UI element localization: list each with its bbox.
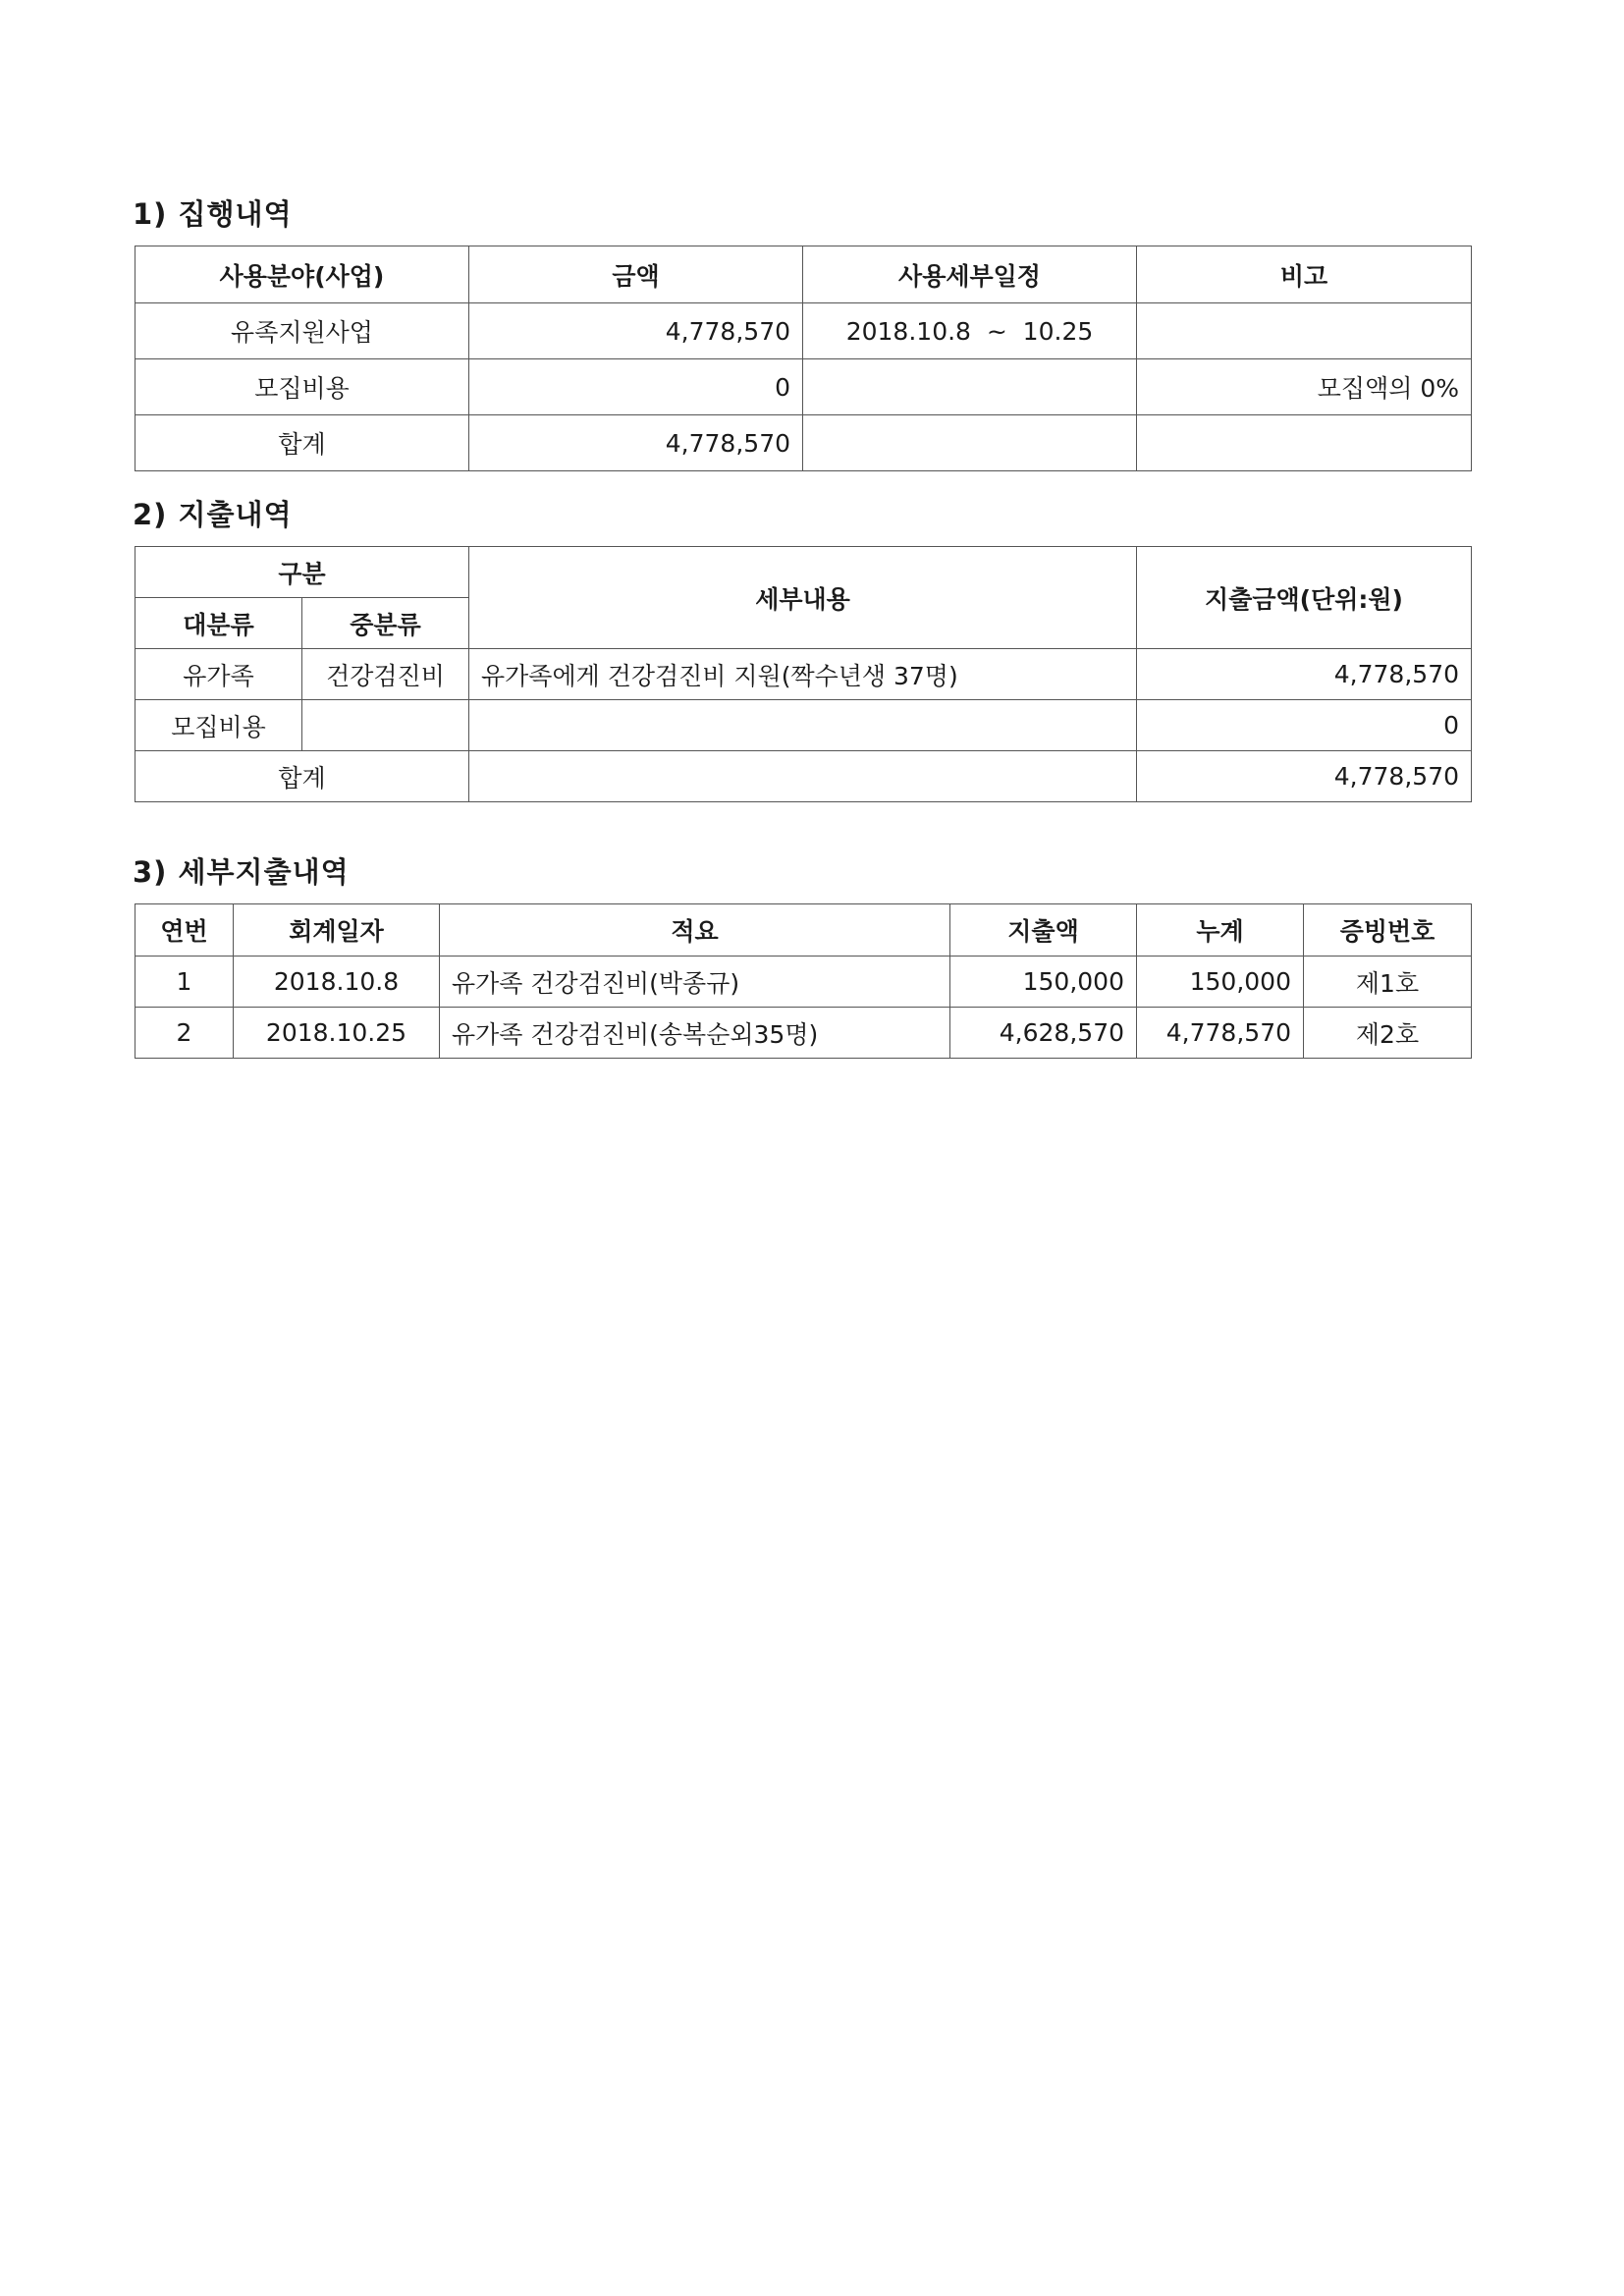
cell-major: 모집비용 — [135, 700, 302, 751]
header-expense: 지출액 — [950, 904, 1137, 957]
cell-amount: 0 — [469, 359, 803, 415]
cell-no: 1 — [135, 957, 234, 1008]
cell-detail: 유가족에게 건강검진비 지원(짝수년생 37명) — [469, 649, 1137, 700]
table-row — [135, 649, 1472, 700]
cell-no: 2 — [135, 1008, 234, 1059]
execution-table — [135, 246, 1472, 471]
header-field: 사용분야(사업) — [135, 246, 469, 303]
header-cumulative: 누계 — [1137, 904, 1304, 957]
section3-title: 3) 세부지출내역 — [133, 855, 350, 889]
cell-expense: 4,628,570 — [950, 1008, 1137, 1059]
cell-major: 유가족 — [135, 649, 302, 700]
header-amount: 금액 — [469, 246, 803, 303]
section1-title: 1) 집행내역 — [133, 197, 293, 231]
cell-amount: 0 — [1137, 700, 1472, 751]
cell-minor: 건강검진비 — [302, 649, 469, 700]
expenditure-table — [135, 546, 1472, 802]
cell-note — [1137, 303, 1472, 359]
header-minor: 중분류 — [302, 598, 469, 649]
cell-note: 모집액의 0% — [1137, 359, 1472, 415]
table-row — [135, 303, 1472, 359]
cell-amount: 4,778,570 — [469, 415, 803, 471]
table-row — [135, 1008, 1472, 1059]
table-header-row — [135, 547, 1472, 598]
header-schedule: 사용세부일정 — [803, 246, 1137, 303]
header-amount: 지출금액(단위:원) — [1137, 547, 1472, 649]
cell-cumulative: 150,000 — [1137, 957, 1304, 1008]
header-major: 대분류 — [135, 598, 302, 649]
table-row — [135, 957, 1472, 1008]
cell-schedule: 2018.10.8 ~ 10.25 — [803, 303, 1137, 359]
cell-minor — [302, 700, 469, 751]
cell-total-label: 합계 — [135, 751, 469, 802]
cell-amount: 4,778,570 — [469, 303, 803, 359]
table-row — [135, 359, 1472, 415]
header-date: 회계일자 — [234, 904, 440, 957]
cell-schedule — [803, 359, 1137, 415]
cell-amount: 4,778,570 — [1137, 751, 1472, 802]
cell-date: 2018.10.8 — [234, 957, 440, 1008]
cell-detail — [469, 751, 1137, 802]
header-proof: 증빙번호 — [1304, 904, 1472, 957]
table-row-total — [135, 751, 1472, 802]
cell-date: 2018.10.25 — [234, 1008, 440, 1059]
header-desc: 적요 — [440, 904, 950, 957]
cell-field: 모집비용 — [135, 359, 469, 415]
header-note: 비고 — [1137, 246, 1472, 303]
table-header-row — [135, 904, 1472, 957]
header-category: 구분 — [135, 547, 469, 598]
section2-title: 2) 지출내역 — [133, 498, 293, 531]
cell-proof: 제2호 — [1304, 1008, 1472, 1059]
cell-proof: 제1호 — [1304, 957, 1472, 1008]
table-row-total — [135, 415, 1472, 471]
cell-cumulative: 4,778,570 — [1137, 1008, 1304, 1059]
cell-schedule — [803, 415, 1137, 471]
cell-desc: 유가족 건강검진비(송복순외35명) — [440, 1008, 950, 1059]
cell-amount: 4,778,570 — [1137, 649, 1472, 700]
cell-expense: 150,000 — [950, 957, 1137, 1008]
header-detail: 세부내용 — [469, 547, 1137, 649]
cell-desc: 유가족 건강검진비(박종규) — [440, 957, 950, 1008]
detail-expenditure-table — [135, 903, 1472, 1059]
cell-field: 유족지원사업 — [135, 303, 469, 359]
table-row — [135, 700, 1472, 751]
cell-detail — [469, 700, 1137, 751]
cell-field: 합계 — [135, 415, 469, 471]
header-no: 연번 — [135, 904, 234, 957]
table-header-row — [135, 246, 1472, 303]
cell-note — [1137, 415, 1472, 471]
